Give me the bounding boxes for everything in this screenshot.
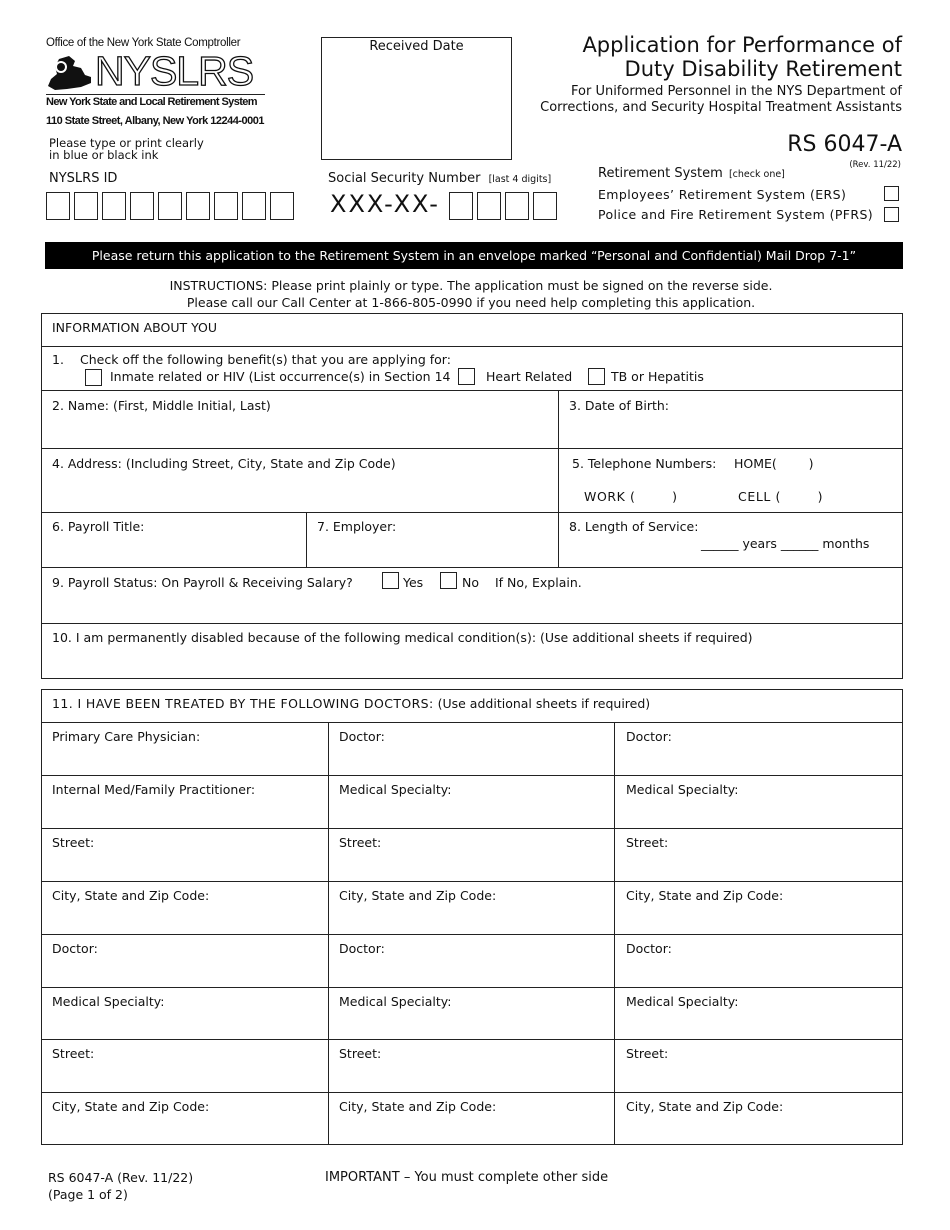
q8-length-of-service-label: 8. Length of Service: (569, 519, 699, 534)
doctor-field-label: Medical Specialty: (626, 782, 739, 797)
payroll-no-checkbox[interactable] (440, 572, 457, 589)
system-address: 110 State Street, Albany, New York 12244-0001 (46, 115, 265, 127)
doctor-field-label: Medical Specialty: (339, 782, 452, 797)
id-digit-box[interactable] (270, 192, 294, 220)
doctor-field-label: Internal Med/Family Practitioner: (52, 782, 256, 797)
inmate-hiv-label: Inmate related or HIV (List occurrence(s) in Section 14 (110, 369, 451, 384)
row-divider (41, 987, 903, 988)
logo-rule (46, 94, 265, 95)
ssn-digits (449, 192, 561, 223)
row-divider (41, 512, 903, 513)
office-name: Office of the New York State Comptroller (46, 37, 241, 49)
payroll-no-label: No (462, 575, 479, 590)
doctor-field-label: City, State and Zip Code: (626, 888, 784, 903)
print-note-2: in blue or black ink (49, 148, 159, 162)
doctor-field-label: Doctor: (52, 941, 98, 956)
inmate-hiv-checkbox[interactable] (85, 369, 102, 386)
doctor-field-label: City, State and Zip Code: (339, 888, 497, 903)
row-divider (41, 775, 903, 776)
doctor-field-label: City, State and Zip Code: (339, 1099, 497, 1114)
doctor-field-label: City, State and Zip Code: (626, 1099, 784, 1114)
q7-employer-label: 7. Employer: (317, 519, 397, 534)
id-digit-box[interactable] (74, 192, 98, 220)
pfrs-label: Police and Fire Retirement System (PFRS) (598, 207, 874, 222)
doctor-field-label: Street: (626, 1046, 669, 1061)
form-title-line2: Duty Disability Retirement (624, 57, 902, 81)
return-banner-text: Please return this application to the Retirement System in an envelope marked “Personal and Confidential) Mail Drop 7-1” (91, 248, 857, 263)
doctors-heading-note: (Use additional sheets if required) (437, 696, 651, 711)
row-divider (41, 1039, 903, 1040)
row-divider (41, 881, 903, 882)
doctor-field-label: Street: (626, 835, 669, 850)
row-divider (41, 623, 903, 624)
form-title-line1: Application for Performance of (582, 33, 902, 57)
return-banner (45, 242, 903, 269)
cell-phone-field[interactable]: CELL ( ) (738, 489, 824, 504)
q4-address-label: 4. Address: (Including Street, City, State and Zip Code) (52, 456, 396, 471)
form-number: RS 6047-A (787, 132, 902, 157)
row-divider (41, 567, 903, 568)
logo-text: NYSLRS (95, 48, 254, 94)
row-divider (41, 828, 903, 829)
doctor-field-label: Medical Specialty: (626, 994, 739, 1009)
heart-related-label: Heart Related (486, 369, 573, 384)
id-digit-box[interactable] (46, 192, 70, 220)
nyslrs-logo (45, 48, 270, 94)
print-note-1: Please type or print clearly (49, 136, 204, 150)
ers-checkbox[interactable] (884, 186, 899, 201)
doctor-field-label: Primary Care Physician: (52, 729, 201, 744)
row-divider (41, 390, 903, 391)
q8-service-fill-line[interactable]: ______ years ______ months (701, 536, 870, 551)
doctor-field-label: Street: (52, 1046, 95, 1061)
doctor-field-label: Street: (339, 1046, 382, 1061)
heart-related-checkbox[interactable] (458, 368, 475, 385)
system-name: New York State and Local Retirement System (46, 96, 257, 108)
row-divider (41, 934, 903, 935)
row-divider (41, 1092, 903, 1093)
ssn-digit-box[interactable] (449, 192, 473, 220)
ssn-prefix: XXX-XX- (330, 190, 440, 218)
id-digit-box[interactable] (242, 192, 266, 220)
q10-medical-condition-label: 10. I am permanently disabled because of the following medical condition(s): (Use additional sheets if required) (52, 630, 753, 645)
id-digit-box[interactable] (186, 192, 210, 220)
row-divider (41, 346, 903, 347)
retirement-system-label (598, 166, 785, 181)
home-phone-field[interactable]: HOME( ) (734, 456, 814, 471)
ers-label: Employees’ Retirement System (ERS) (598, 187, 847, 202)
q9-payroll-status-label: 9. Payroll Status: On Payroll & Receiving Salary? (52, 575, 353, 590)
form-subtitle-line2: Corrections, and Security Hospital Treatment Assistants (540, 100, 902, 115)
q6-payroll-title-label: 6. Payroll Title: (52, 519, 145, 534)
row-divider (41, 448, 903, 449)
doctor-field-label: Medical Specialty: (52, 994, 165, 1009)
id-digit-box[interactable] (130, 192, 154, 220)
form-subtitle-line1: For Uniformed Personnel in the NYS Department of (571, 84, 902, 99)
id-digit-box[interactable] (214, 192, 238, 220)
pfrs-checkbox[interactable] (884, 207, 899, 222)
nyslrs-id-digits (46, 192, 298, 223)
q1-text: Check off the following benefit(s) that you are applying for: (80, 352, 451, 367)
info-section-heading: INFORMATION ABOUT YOU (52, 320, 218, 335)
ssn-digit-box[interactable] (505, 192, 529, 220)
payroll-yes-checkbox[interactable] (382, 572, 399, 589)
retirement-system-text: Retirement System (598, 166, 723, 181)
doctors-heading (52, 696, 650, 711)
form-revision: (Rev. 11/22) (849, 160, 901, 170)
ssn-hint: [last 4 digits] (488, 174, 552, 185)
doctor-field-label: Street: (339, 835, 382, 850)
q3-dob-label: 3. Date of Birth: (569, 398, 669, 413)
payroll-yes-label: Yes (403, 575, 424, 590)
instructions-line2: Please call our Call Center at 1-866-805-0990 if you need help completing this application. (186, 295, 756, 310)
state-map-icon (45, 53, 93, 93)
ssn-label-text: Social Security Number (328, 171, 481, 186)
doctor-field-label: Doctor: (339, 729, 385, 744)
ssn-digit-box[interactable] (533, 192, 557, 220)
id-digit-box[interactable] (158, 192, 182, 220)
tb-hepatitis-checkbox[interactable] (588, 368, 605, 385)
received-date-label: Received Date (369, 39, 464, 54)
doctor-field-label: City, State and Zip Code: (52, 1099, 210, 1114)
q2-name-label: 2. Name: (First, Middle Initial, Last) (52, 398, 271, 413)
doctors-section (41, 689, 903, 1145)
doctor-field-label: Street: (52, 835, 95, 850)
instructions-line1: INSTRUCTIONS: Please print plainly or type. The application must be signed on the reverse side. (169, 278, 773, 293)
doctor-field-label: City, State and Zip Code: (52, 888, 210, 903)
doctor-field-label: Doctor: (626, 729, 672, 744)
footer-page: (Page 1 of 2) (48, 1187, 128, 1202)
doctor-field-label: Doctor: (339, 941, 385, 956)
ssn-digit-box[interactable] (477, 192, 501, 220)
q5-phone-label: 5. Telephone Numbers: (572, 456, 717, 471)
received-date-box (321, 37, 512, 160)
doctor-field-label: Medical Specialty: (339, 994, 452, 1009)
ssn-label (328, 171, 551, 186)
row-divider (41, 722, 903, 723)
doctor-field-label: Doctor: (626, 941, 672, 956)
col-divider (558, 390, 559, 567)
nyslrs-id-label: NYSLRS ID (49, 171, 118, 186)
col-divider (306, 512, 307, 567)
retirement-system-hint: [check one] (728, 169, 785, 180)
footer-form-rev: RS 6047-A (Rev. 11/22) (48, 1170, 194, 1185)
payroll-explain-label: If No, Explain. (495, 575, 582, 590)
footer-important: IMPORTANT – You must complete other side (325, 1170, 609, 1185)
work-phone-field[interactable]: WORK ( ) (584, 489, 678, 504)
id-digit-box[interactable] (102, 192, 126, 220)
q1-number: 1. (52, 352, 64, 367)
tb-hepatitis-label: TB or Hepatitis (611, 369, 704, 384)
doctors-heading-main: 11. I HAVE BEEN TREATED BY THE FOLLOWING DOCTORS: (52, 696, 434, 711)
